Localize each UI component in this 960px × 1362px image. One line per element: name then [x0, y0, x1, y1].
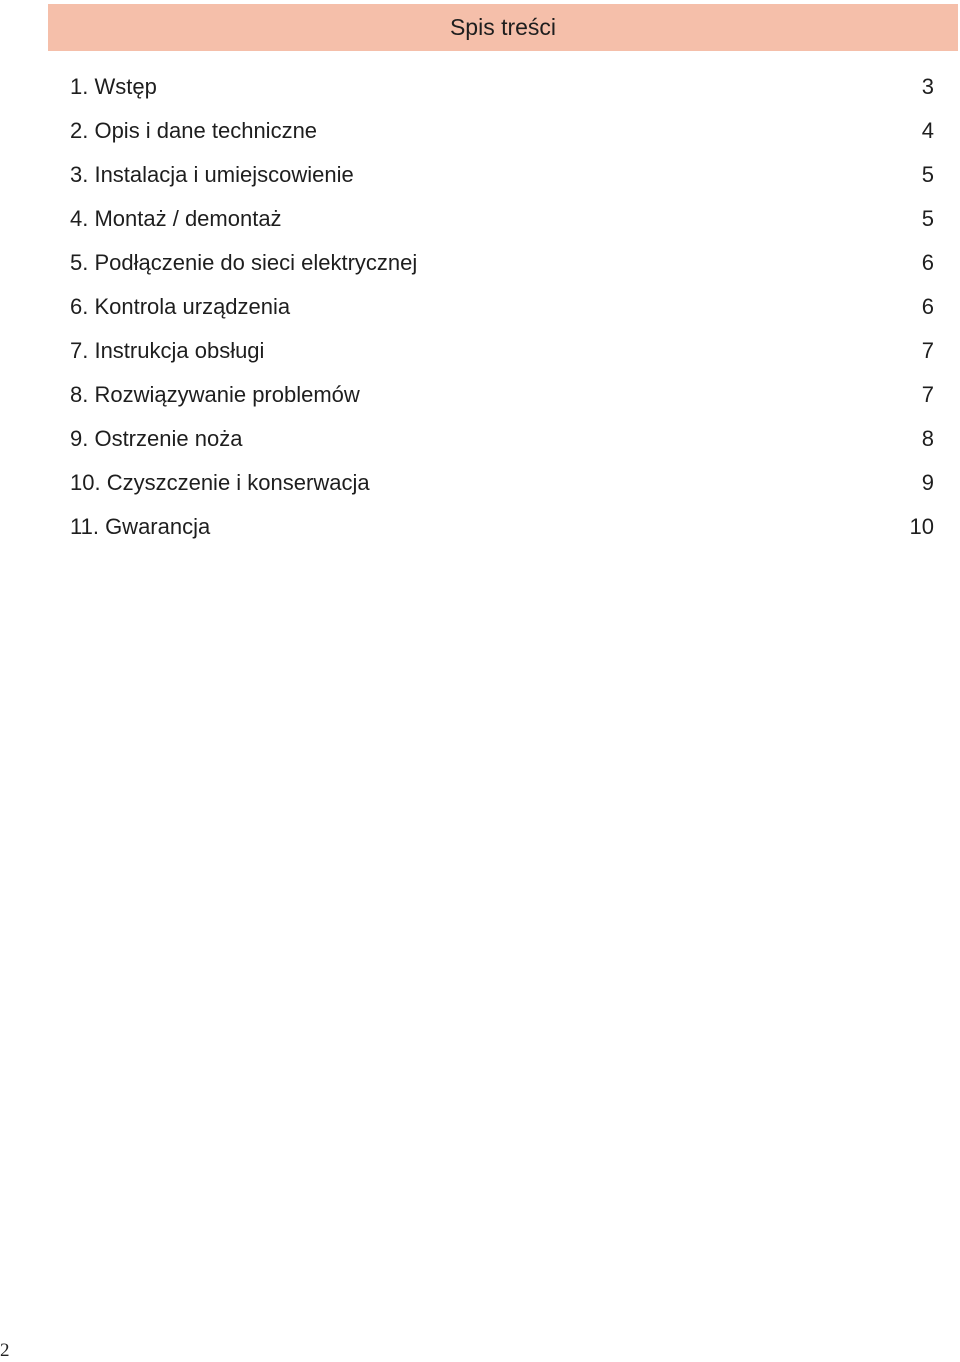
toc-entry-label: 7. Instrukcja obsługi — [70, 338, 265, 363]
toc-entry-intro — [70, 74, 934, 118]
toc-entry-cleaning — [70, 470, 934, 514]
toc-entry-electrical — [70, 250, 934, 294]
toc-entry-troubleshooting — [70, 382, 934, 426]
toc-entry-inspection — [70, 294, 934, 338]
toc-entry-label: 10. Czyszczenie i konserwacja — [70, 470, 370, 495]
page-title: Spis treści — [449, 14, 557, 40]
page-number: 2 — [0, 1340, 10, 1361]
toc-entry-page: 5 — [921, 162, 934, 187]
toc-entry-label: 8. Rozwiązywanie problemów — [70, 382, 360, 407]
toc-entry-label: 6. Kontrola urządzenia — [70, 294, 291, 319]
header-bar — [48, 4, 958, 51]
toc-entry-label: 3. Instalacja i umiejscowienie — [70, 162, 354, 187]
toc-entry-assembly — [70, 206, 934, 250]
toc-entry-label: 9. Ostrzenie noża — [70, 426, 243, 451]
toc-entry-page: 6 — [921, 294, 934, 319]
toc-entry-installation — [70, 162, 934, 206]
toc-entry-label: 1. Wstęp — [70, 74, 157, 99]
toc-entry-page: 6 — [921, 250, 934, 275]
toc-entry-label: 2. Opis i dane techniczne — [70, 118, 318, 143]
toc-entry-warranty — [70, 514, 934, 558]
toc-entry-description — [70, 118, 934, 162]
toc-entry-page: 5 — [921, 206, 934, 231]
toc-entry-page: 7 — [921, 338, 934, 363]
toc-entry-page: 3 — [921, 74, 934, 99]
toc-entry-label: 5. Podłączenie do sieci elektrycznej — [70, 250, 418, 275]
toc-entry-page: 4 — [921, 118, 934, 143]
toc-entry-page: 10 — [909, 514, 934, 539]
table-of-contents — [70, 74, 934, 558]
toc-entry-label: 11. Gwarancja — [70, 514, 211, 539]
toc-entry-label: 4. Montaż / demontaż — [70, 206, 282, 231]
toc-entry-page: 8 — [921, 426, 934, 451]
toc-entry-sharpening — [70, 426, 934, 470]
toc-entry-page: 9 — [921, 470, 934, 495]
toc-entry-page: 7 — [921, 382, 934, 407]
toc-entry-operation — [70, 338, 934, 382]
